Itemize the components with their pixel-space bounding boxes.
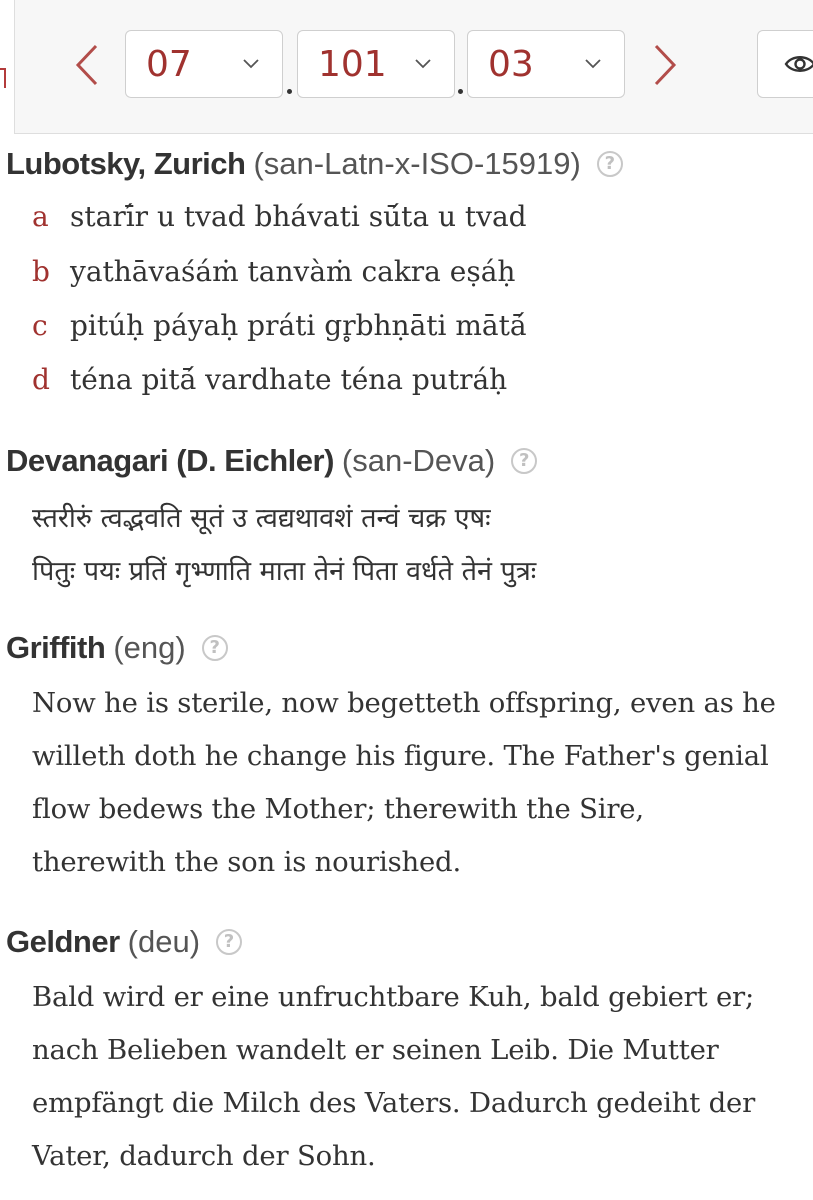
translation-line: empfängt die Milch des Vaters. Dadurch gedeiht der [32, 1087, 756, 1119]
section-language: (san-Deva) [341, 443, 496, 478]
lubotsky-heading [6, 146, 623, 182]
verse-select[interactable] [467, 30, 625, 98]
chevron-down-icon [242, 57, 260, 71]
section-language: (deu) [127, 924, 201, 959]
line-label: c [32, 309, 48, 342]
translation-line: Now he is sterile, now begetteth offspring, even as he [32, 687, 776, 719]
translation-line: willeth doth he change his figure. The Father's genial [32, 740, 769, 772]
help-icon[interactable]: ? [511, 448, 537, 474]
section-name: Lubotsky, Zurich [6, 146, 246, 181]
toggle-visibility-button[interactable] [757, 30, 813, 98]
line-text: téna pitā́ vardhate téna putráḥ [70, 363, 508, 396]
verse-line [32, 309, 527, 342]
verse-line [32, 200, 527, 233]
devanagari-line: स्तरीरुं त्वद्भवति सूतं उ त्वद्यथावशं तन्वं चक्र एषः [32, 503, 491, 534]
geldner-heading [6, 924, 242, 960]
devanagari-line: पितुः पयः प्रतिं गृभ्णाति माता तेनं पिता वर्धते तेनं पुत्रः [32, 556, 537, 587]
separator-dot [285, 82, 293, 90]
devanagari-heading [6, 443, 537, 479]
verse-select-value: 03 [488, 44, 534, 85]
section-language: (san-Latn-x-ISO-15919) [253, 146, 581, 181]
line-label: a [32, 200, 49, 233]
geldner-translation [32, 971, 812, 1183]
line-label: d [32, 363, 50, 396]
hymn-select[interactable] [297, 30, 455, 98]
griffith-heading [6, 630, 228, 666]
next-verse-button[interactable] [645, 30, 685, 100]
edge-marker [0, 68, 6, 88]
line-text: starī́r u tvad bhávati sū́ta u tvad [70, 200, 527, 233]
translation-line: therewith the son is nourished. [32, 846, 462, 878]
verse-line [32, 363, 507, 396]
translation-line: Vater, dadurch der Sohn. [32, 1140, 376, 1172]
hymn-select-value: 101 [318, 44, 387, 85]
help-icon[interactable]: ? [597, 151, 623, 177]
eye-icon [784, 51, 813, 77]
griffith-translation [32, 677, 812, 889]
line-text: pitúḥ páyaḥ práti gr̥bhṇāti mātā́ [70, 309, 527, 342]
section-language: (eng) [113, 630, 186, 665]
chevron-down-icon [414, 57, 432, 71]
book-select-value: 07 [146, 44, 192, 85]
chevron-left-icon [74, 43, 100, 87]
chevron-right-icon [652, 43, 678, 87]
help-icon[interactable]: ? [202, 635, 228, 661]
section-name: Griffith [6, 630, 106, 665]
chevron-down-icon [584, 57, 602, 71]
book-select[interactable] [125, 30, 283, 98]
separator-dot [456, 82, 464, 90]
section-name: Geldner [6, 924, 120, 959]
line-label: b [32, 255, 50, 288]
line-text: yathāvaśáṁ tanvàṁ cakra eṣáḥ [70, 255, 516, 288]
verse-line [32, 255, 515, 288]
section-name: Devanagari (D. Eichler) [6, 443, 334, 478]
translation-line: flow bedews the Mother; therewith the Sire, [32, 793, 644, 825]
translation-line: Bald wird er eine unfruchtbare Kuh, bald gebiert er; [32, 981, 755, 1013]
help-icon[interactable]: ? [216, 929, 242, 955]
previous-verse-button[interactable] [67, 30, 107, 100]
translation-line: nach Belieben wandelt er seinen Leib. Die Mutter [32, 1034, 719, 1066]
verse-navigation-bar [14, 0, 813, 134]
